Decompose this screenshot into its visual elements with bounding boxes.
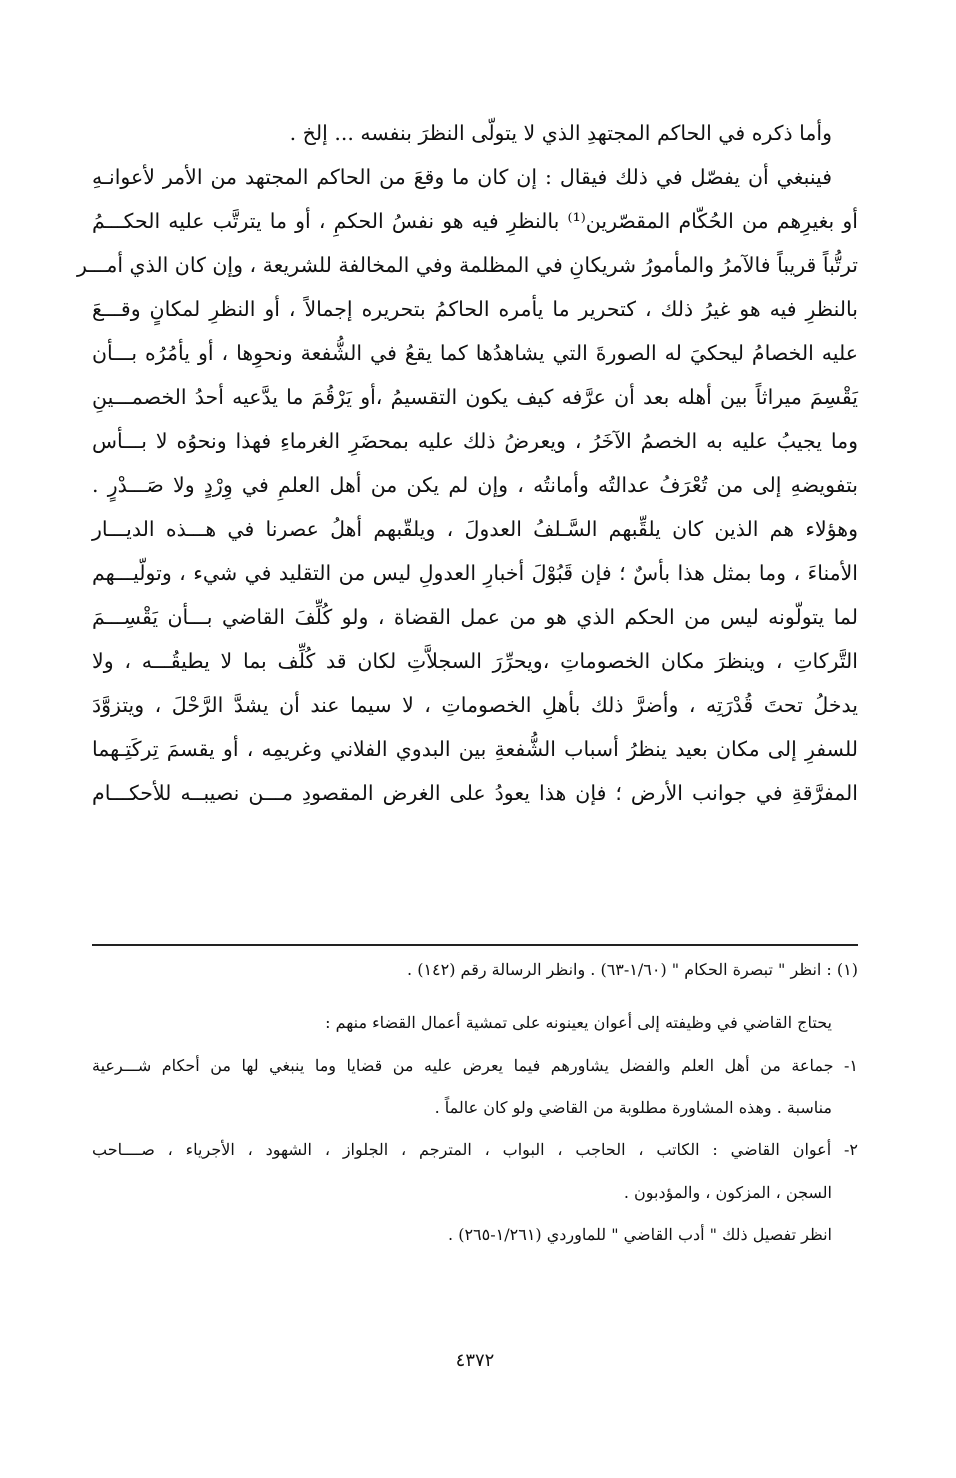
body-line: المفرَّقةِ في جوانب الأرض ؛ فإن هذا يعودُ على الغرض المقصودِ مـــن نصيبــه للأحكـــام bbox=[92, 781, 858, 805]
body-line: وهؤلاء هم الذين كان يلقِّبهم السَّـلفُ العدولَ ، ويلقّبهم أهلُ عصرنا في هـــذه الديـــار bbox=[92, 517, 858, 541]
body-line: ترتُّباً قريباً فالآمرُ والمأمورُ شريكانِ في المظلمة وفي المخالفة للشريعة ، وإن كان الذي أمـــر bbox=[77, 253, 858, 277]
body-line: عليه الخصامُ ليحكيَ له الصورةَ التي يشاهدُها كما يقعُ في الشُّفعة ونحوِها ، أو يأمُرُه بـــأن bbox=[92, 341, 858, 365]
body-line: يدخلُ تحتَ قُدْرَتِه ، وأضرَّ ذلك بأهلِ الخصوماتِ ، لا سيما عند أن يشدَّ الرَّحْلَ ، ويتزوَّدَ bbox=[92, 693, 858, 717]
footnote-line: مناسبة . وهذه المشاورة مطلوبة من القاضي ولو كان عالماً . bbox=[434, 1098, 832, 1117]
body-line: بالنظرِ فيه هو غيرُ ذلك ، كتحرير ما يأمره الحاكمُ بتحريره إجمالاً ، أو النظرِ لمكانٍ وقـــعَ bbox=[92, 297, 858, 321]
body-line: فينبغي أن يفصّل في ذلك فيقال : إن كان ما وقعَ من الحاكم المجتهد من الأمر لأعوانـهِ bbox=[92, 165, 832, 189]
document-page bbox=[77, 0, 858, 1478]
body-line: يَقْسِمَ ميراثاً بين أهله بعد أن عرَّفه كيف يكون التقسيمُ ،أو يَرْقُمَ ما يدَّعيه أحدُ الخصمـــينِ bbox=[92, 385, 858, 409]
footnote-divider bbox=[92, 944, 858, 946]
body-line: لما يتولّونه ليس من الحكم الذي هو من عمل القضاة ، ولو كُلِّفَ القاضي بـــأن يَقْسِـــمَ bbox=[92, 605, 858, 629]
body-line: وما يجيبُ عليه به الخصمُ الآخَرُ ، ويعرضُ ذلك عليه بمحضَرِ الغرماءِ فهذا ونحوُه لا بـــأس bbox=[92, 429, 858, 453]
footnote-line: ١- جماعة من أهل العلم والفضل يشاورهم فيما يعرض عليه من قضايا وما ينبغي لها من أحكام شـــرعية bbox=[92, 1056, 858, 1075]
footnote-line: (١) : انظر " تبصرة الحكام " (١/٦٠-٦٣) . وانظر الرسالة رقم (١٤٢) . bbox=[407, 960, 858, 979]
page-number: ٤٣٧٢ bbox=[455, 1350, 495, 1371]
body-line: وأما ذكره في الحاكم المجتهدِ الذي لا يتولّى النظرَ بنفسه ... إلخ . bbox=[289, 121, 832, 145]
footnote-line: انظر تفصيل ذلك " أدب القاضي " للماوردي (١/٢٦١-٢٦٥) . bbox=[448, 1225, 832, 1244]
body-line: أو بغيرِهم من الحُكّام المقصّرين⁽¹⁾ بالنظرِ فيه هو نفسُ الحكمِ ، أو ما يترتَّب عليه الحكـــمُ bbox=[92, 209, 858, 233]
footnote-line: ٢- أعوان القاضي : الكاتب ، الحاجب ، البواب ، المترجم ، الجلواز ، الشهود ، الأجرياء ، صــــاحب bbox=[92, 1140, 858, 1159]
footnote-line: السجن ، المزكون ، والمؤدبون . bbox=[623, 1183, 832, 1202]
body-line: بتفويضهِ إلى من تُعْرَفُ عدالتُه وأمانتُه ، وإن لم يكن من أهل العلمِ في وِرْدٍ ولا صَـــدْرٍ . bbox=[92, 473, 858, 497]
body-line: الأمناءَ ، وما بمثل هذا بأسٌ ؛ فإن قَبُوْلَ أخبارِ العدولِ ليس من التقليد في شيء ، وتولّيـــهم bbox=[92, 561, 858, 585]
footnote-line: يحتاج القاضي في وظيفته إلى أعوان يعينونه على تمشية أعمال القضاء منهم : bbox=[325, 1013, 832, 1032]
body-line: التَّركاتِ ، وينظرَ مكان الخصوماتِ ،ويحرِّرَ السجلاَّتِ لكان قد كُلِّف بما لا يطيقُـــه ، ولا bbox=[92, 649, 858, 673]
body-line: للسفرِ إلى مكان بعيد ينظرُ أسباب الشُّفعةِ بين البدوي الفلاني وغريمِه ، أو يقسمَ تِركَتِـهما bbox=[92, 737, 858, 761]
